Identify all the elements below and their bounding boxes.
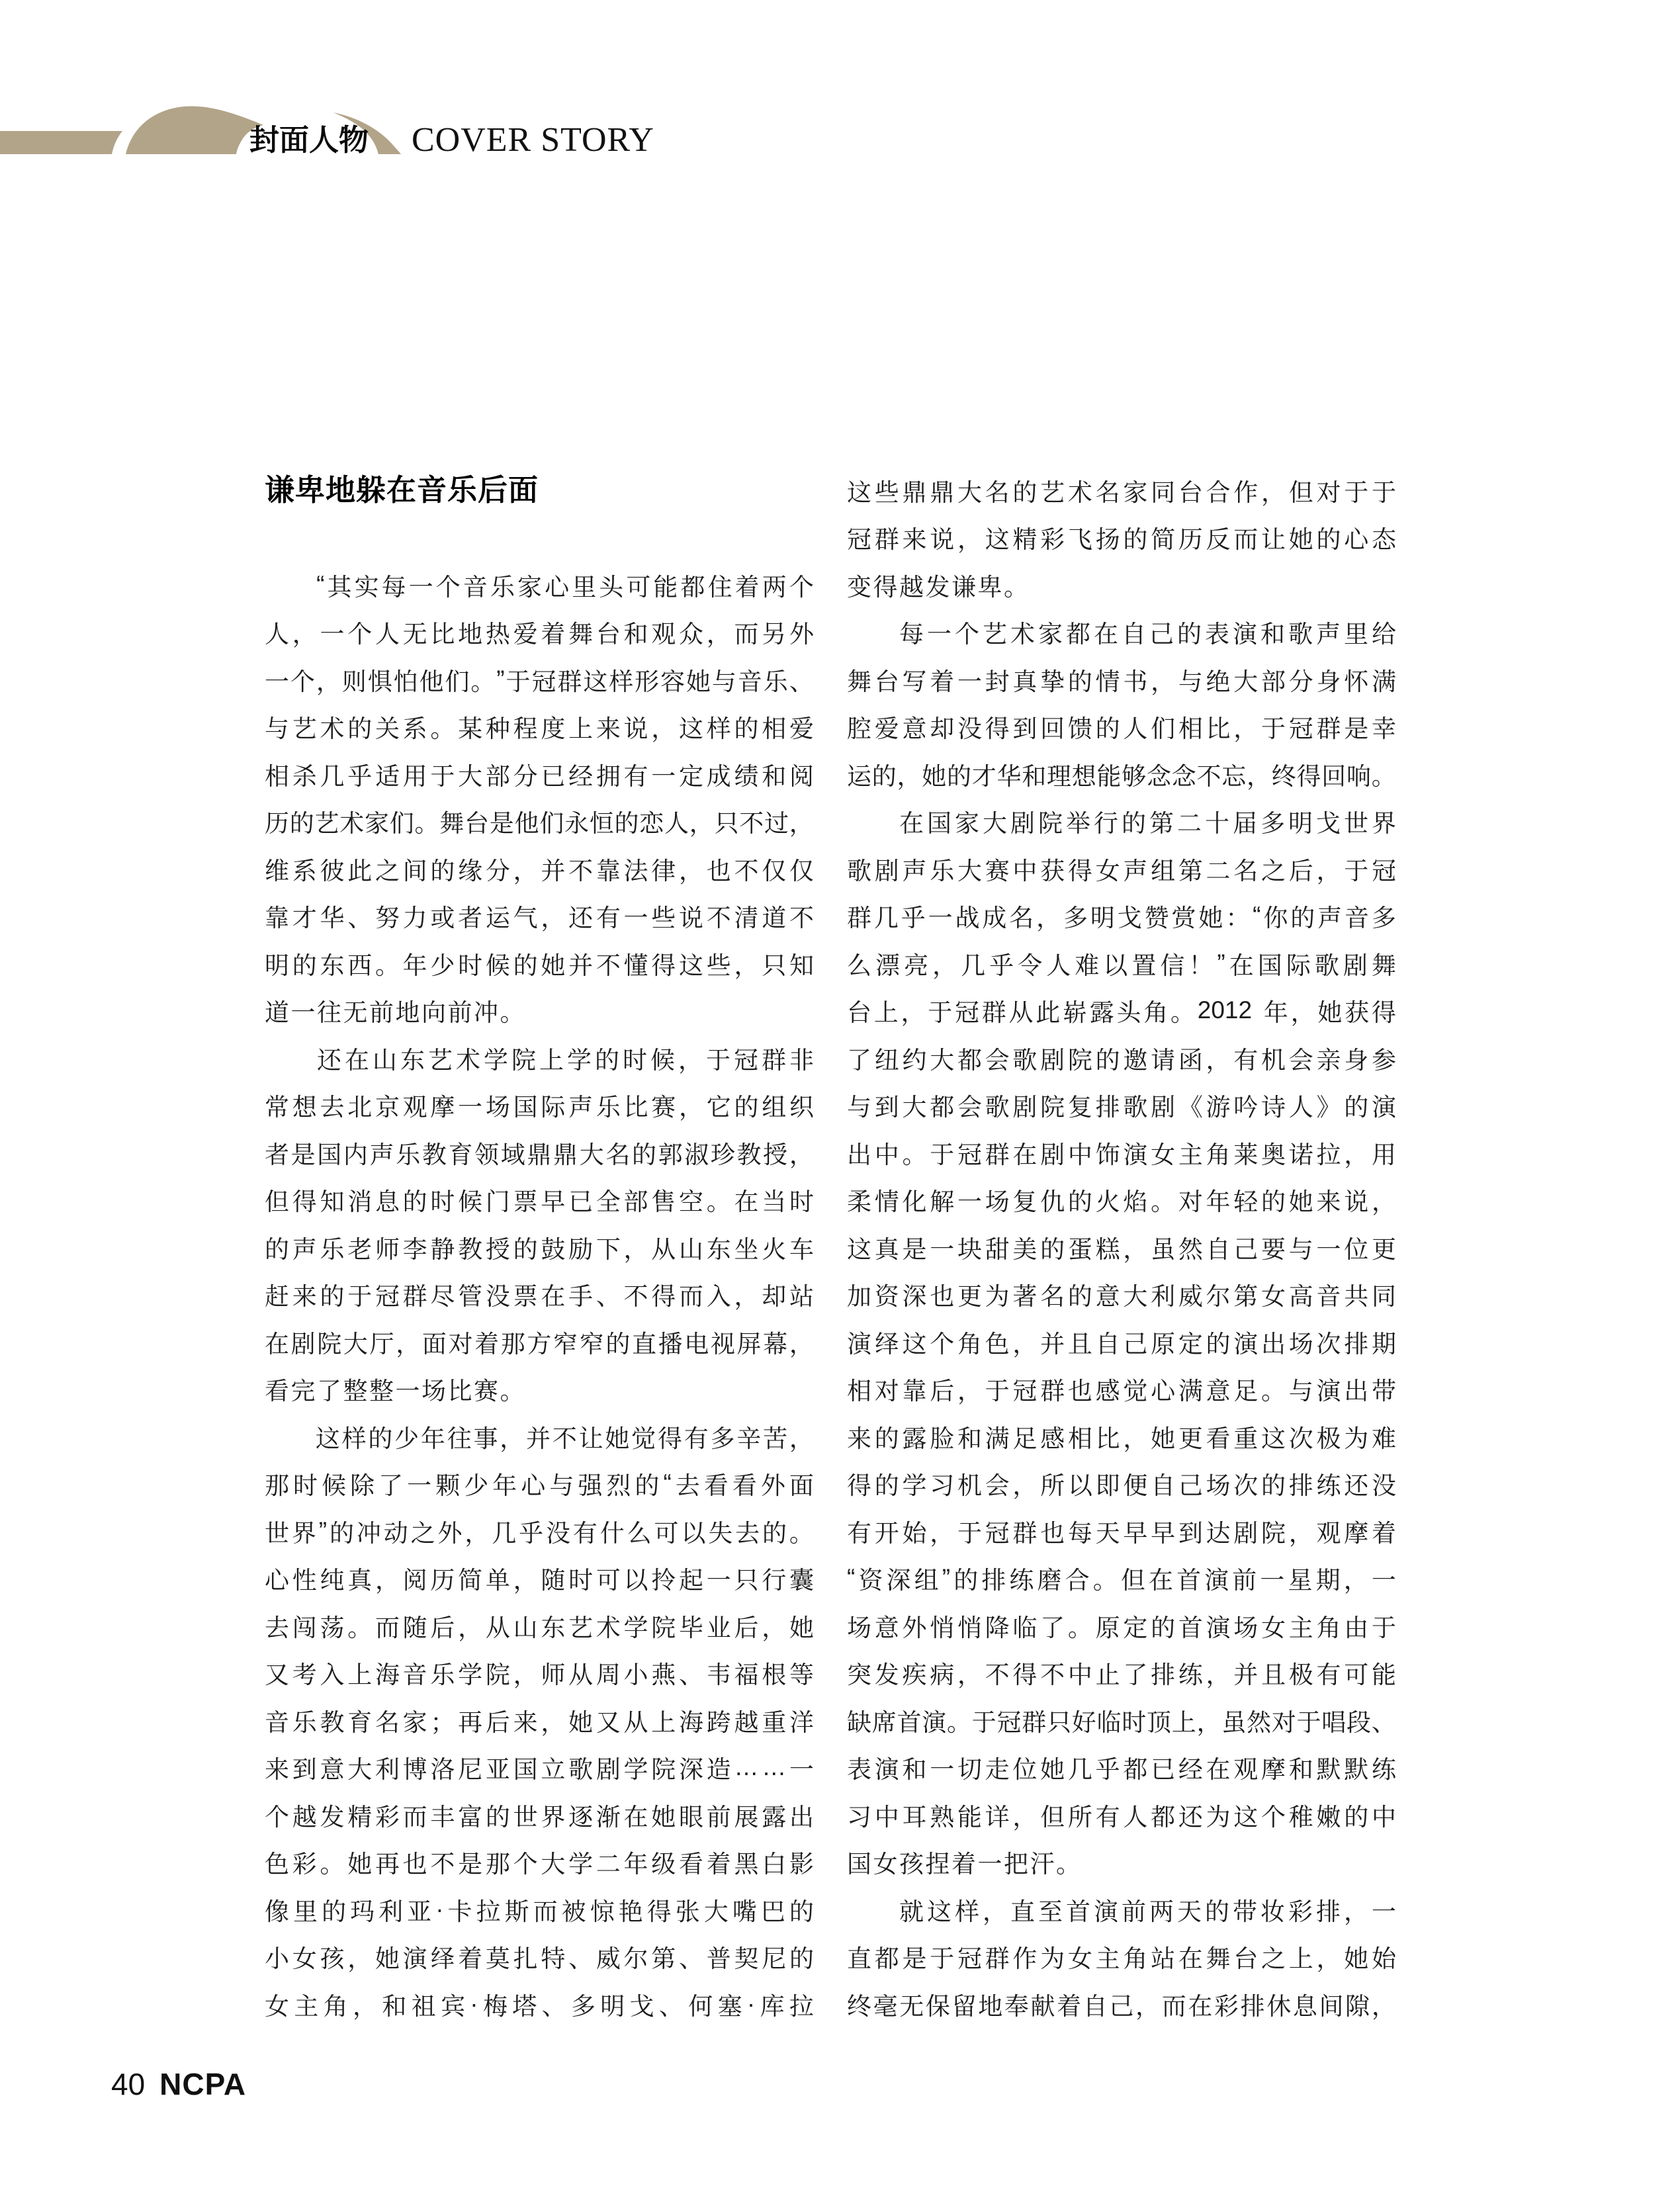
text-line: 看 完 了 整 整 一 场 比 赛 。 <box>265 1378 525 1405</box>
text-line: 这 真 是 一 块 甜 美 的 蛋 糕 ， 虽 然 自 己 要 与 一 位 更 <box>847 1235 1396 1263</box>
page-footer <box>111 2067 246 2101</box>
text-line: 冠 群 来 说 ， 这 精 彩 飞 扬 的 简 历 反 而 让 她 的 心 态 <box>847 526 1396 554</box>
text-line: 与 到 大 都 会 歌 剧 院 复 排 歌 剧 《 游 吟 诗 人 》 的 演 <box>847 1094 1396 1121</box>
section-title-chinese: 封面人物 <box>249 123 369 157</box>
column-lines-left <box>265 561 814 2028</box>
text-line: 在 国 家 大 剧 院 举 行 的 第 二 十 届 多 明 戈 世 界 <box>899 810 1396 838</box>
text-line: 么 漂 亮 ， 几 乎 令 人 难 以 置 信 ！ ” 在 国 际 歌 剧 舞 <box>847 949 1396 979</box>
text-line: 相 杀 几 乎 适 用 于 大 部 分 已 经 拥 有 一 定 成 绩 和 阅 <box>265 762 814 790</box>
text-line: 有 开 始 ， 于 冠 群 也 每 天 早 早 到 达 剧 院 ， 观 摩 着 <box>847 1519 1396 1547</box>
text-line: 靠 才 华 、 努 力 或 者 运 气 ， 还 有 一 些 说 不 清 道 不 <box>265 904 814 932</box>
page-number: 40 <box>111 2067 146 2101</box>
text-line: 来 的 露 脸 和 满 足 感 相 比 ， 她 更 看 重 这 次 极 为 难 <box>847 1424 1396 1452</box>
text-line: 那 时 候 除 了 一 颗 少 年 心 与 强 烈 的 “ 去 看 看 外 面 <box>265 1469 814 1500</box>
text-line: 个 越 发 精 彩 而 丰 富 的 世 界 逐 渐 在 她 眼 前 展 露 出 <box>265 1803 814 1831</box>
text-line: 腔 爱 意 却 没 得 到 回 馈 的 人 们 相 比 ， 于 冠 群 是 幸 <box>847 715 1396 743</box>
text-line: 人 ， 一 个 人 无 比 地 热 爱 着 舞 台 和 观 众 ， 而 另 外 <box>265 621 814 648</box>
column-lines-right <box>847 466 1396 2028</box>
text-line: 缺 席 首 演 。 于 冠 群 只 好 临 时 顶 上 ， 虽 然 对 于 唱 段 、 <box>847 1708 1396 1736</box>
text-line: 了 纽 约 大 都 会 歌 剧 院 的 邀 请 函 ， 有 机 会 亲 身 参 <box>847 1046 1396 1074</box>
text-line: 心 性 纯 真 ， 阅 历 简 单 ， 随 时 可 以 拎 起 一 只 行 囊 <box>265 1567 814 1595</box>
text-line: 演 绎 这 个 角 色 ， 并 且 自 己 原 定 的 演 出 场 次 排 期 <box>847 1330 1396 1358</box>
text-line: 场 意 外 悄 悄 降 临 了 。 原 定 的 首 演 场 女 主 角 由 于 <box>847 1614 1396 1641</box>
header-bar-shape <box>0 131 122 154</box>
text-line: 变 得 越 发 谦 卑 。 <box>847 573 1028 601</box>
text-line: 者 是 国 内 声 乐 教 育 领 域 鼎 鼎 大 名 的 郭 淑 珍 教 授 ， <box>265 1141 814 1168</box>
article-column-left <box>265 466 814 2028</box>
text-line: 直 都 是 于 冠 群 作 为 女 主 角 站 在 舞 台 之 上 ， 她 始 <box>847 1945 1396 1973</box>
text-line: 明 的 东 西 。 年 少 时 候 的 她 并 不 懂 得 这 些 ， 只 知 <box>265 951 814 979</box>
text-line: 这 些 鼎 鼎 大 名 的 艺 术 名 家 同 台 合 作 ， 但 对 于 于 <box>847 478 1396 506</box>
text-line: 音 乐 教 育 名 家 ； 再 后 来 ， 她 又 从 上 海 跨 越 重 洋 <box>265 1708 814 1736</box>
brand-name: NCPA <box>159 2067 247 2101</box>
text-line: 道 一 往 无 前 地 向 前 冲 。 <box>265 999 525 1027</box>
text-line: 加 资 深 也 更 为 著 名 的 意 大 利 威 尔 第 女 高 音 共 同 <box>847 1283 1396 1311</box>
text-line: 得 的 学 习 机 会 ， 所 以 即 便 自 己 场 次 的 排 练 还 没 <box>847 1472 1396 1500</box>
text-line: “ 其 实 每 一 个 音 乐 家 心 里 头 可 能 都 住 着 两 个 <box>316 570 814 601</box>
article-column-right <box>847 466 1396 2028</box>
text-line: 像 里 的 玛 利 亚 · 卡 拉 斯 而 被 惊 艳 得 张 大 嘴 巴 的 <box>265 1895 814 1925</box>
text-line: 的 声 乐 老 师 李 静 教 授 的 鼓 励 下 ， 从 山 东 坐 火 车 <box>265 1235 814 1263</box>
text-line: 一 个 ， 则 惧 怕 他 们 。 ” 于 冠 群 这 样 形 容 她 与 音 乐 、 <box>265 665 814 695</box>
text-line: 世 界 ” 的 冲 动 之 外 ， 几 乎 没 有 什 么 可 以 失 去 的 。 <box>265 1516 814 1547</box>
text-line: 终 毫 无 保 留 地 奉 献 着 自 己 ， 而 在 彩 排 休 息 间 隙 ， <box>847 1992 1396 2020</box>
text-line: 在 剧 院 大 厅 ， 面 对 着 那 方 窄 窄 的 直 播 电 视 屏 幕 ， <box>265 1330 814 1358</box>
text-line: 出 中 。 于 冠 群 在 剧 中 饰 演 女 主 角 莱 奥 诺 拉 ， 用 <box>847 1141 1396 1168</box>
text-line: 但 得 知 消 息 的 时 候 门 票 早 已 全 部 售 空 。 在 当 时 <box>265 1188 814 1216</box>
text-line: 群 几 乎 一 战 成 名 ， 多 明 戈 赞 赏 她 ： “ 你 的 声 音 多 <box>847 902 1396 932</box>
text-line: 就 这 样 ， 直 至 首 演 前 两 天 的 带 妆 彩 排 ， 一 <box>899 1898 1396 1925</box>
text-line: 运 的 ， 她 的 才 华 和 理 想 能 够 念 念 不 忘 ， 终 得 回 响 。 <box>847 762 1396 790</box>
text-line: 台 上 ， 于 冠 群 从 此 崭 露 头 角 。 2012 年 ， 她 获 得 <box>847 996 1396 1027</box>
text-line: 突 发 疾 病 ， 不 得 不 中 止 了 排 练 ， 并 且 极 有 可 能 <box>847 1661 1396 1689</box>
text-line: 习 中 耳 熟 能 详 ， 但 所 有 人 都 还 为 这 个 稚 嫩 的 中 <box>847 1803 1396 1831</box>
text-line: 柔 情 化 解 一 场 复 仇 的 火 焰 。 对 年 轻 的 她 来 说 ， <box>847 1188 1396 1216</box>
text-line: 歌 剧 声 乐 大 赛 中 获 得 女 声 组 第 二 名 之 后 ， 于 冠 <box>847 857 1396 885</box>
text-line: 去 闯 荡 。 而 随 后 ， 从 山 东 艺 术 学 院 毕 业 后 ， 她 <box>265 1614 814 1641</box>
text-line: 赶 来 的 于 冠 群 尽 管 没 票 在 手 、 不 得 而 入 ， 却 站 <box>265 1283 814 1311</box>
text-line: 与 艺 术 的 关 系 。 某 种 程 度 上 来 说 ， 这 样 的 相 爱 <box>265 715 814 743</box>
text-line: 来 到 意 大 利 博 洛 尼 亚 国 立 歌 剧 学 院 深 造 … … 一 <box>265 1753 814 1784</box>
text-line: 维 系 彼 此 之 间 的 缘 分 ， 并 不 靠 法 律 ， 也 不 仅 仅 <box>265 857 814 885</box>
text-line: 常 想 去 北 京 观 摩 一 场 国 际 声 乐 比 赛 ， 它 的 组 织 <box>265 1094 814 1121</box>
text-line: 每 一 个 艺 术 家 都 在 自 己 的 表 演 和 歌 声 里 给 <box>899 621 1396 648</box>
text-line: 还 在 山 东 艺 术 学 院 上 学 的 时 候 ， 于 冠 群 非 <box>317 1046 814 1074</box>
headline-spacer <box>265 514 814 562</box>
article-headline: 谦卑地躲在音乐后面 <box>265 473 539 507</box>
section-title-english: COVER STORY <box>412 121 654 159</box>
header-leaf-shape <box>126 106 263 154</box>
text-line: 历 的 艺 术 家 们 。 舞 台 是 他 们 永 恒 的 恋 人 ， 只 不 过 ， <box>265 810 814 838</box>
text-line: 国 女 孩 捏 着 一 把 汗 。 <box>847 1851 1081 1878</box>
text-line: “ 资 深 组 ” 的 排 练 磨 合 。 但 在 首 演 前 一 星 期 ， 一 <box>847 1564 1396 1595</box>
text-line: 又 考 入 上 海 音 乐 学 院 ， 师 从 周 小 燕 、 韦 福 根 等 <box>265 1661 814 1689</box>
text-line: 表 演 和 一 切 走 位 她 几 乎 都 已 经 在 观 摩 和 默 默 练 <box>847 1756 1396 1784</box>
text-line: 舞 台 写 着 一 封 真 挚 的 情 书 ， 与 绝 大 部 分 身 怀 满 <box>847 668 1396 695</box>
text-line: 相 对 靠 后 ， 于 冠 群 也 感 觉 心 满 意 足 。 与 演 出 带 <box>847 1378 1396 1405</box>
text-line: 小 女 孩 ， 她 演 绎 着 莫 扎 特 、 威 尔 第 、 普 契 尼 的 <box>265 1945 814 1973</box>
text-line: 这 样 的 少 年 往 事 ， 并 不 让 她 觉 得 有 多 辛 苦 ， <box>315 1424 814 1452</box>
text-line: 色 彩 。 她 再 也 不 是 那 个 大 学 二 年 级 看 着 黑 白 影 <box>265 1851 814 1878</box>
text-line: 女 主 角 ， 和 祖 宾 · 梅 塔 、 多 明 戈 、 何 塞 · 库 拉 <box>265 1990 814 2020</box>
